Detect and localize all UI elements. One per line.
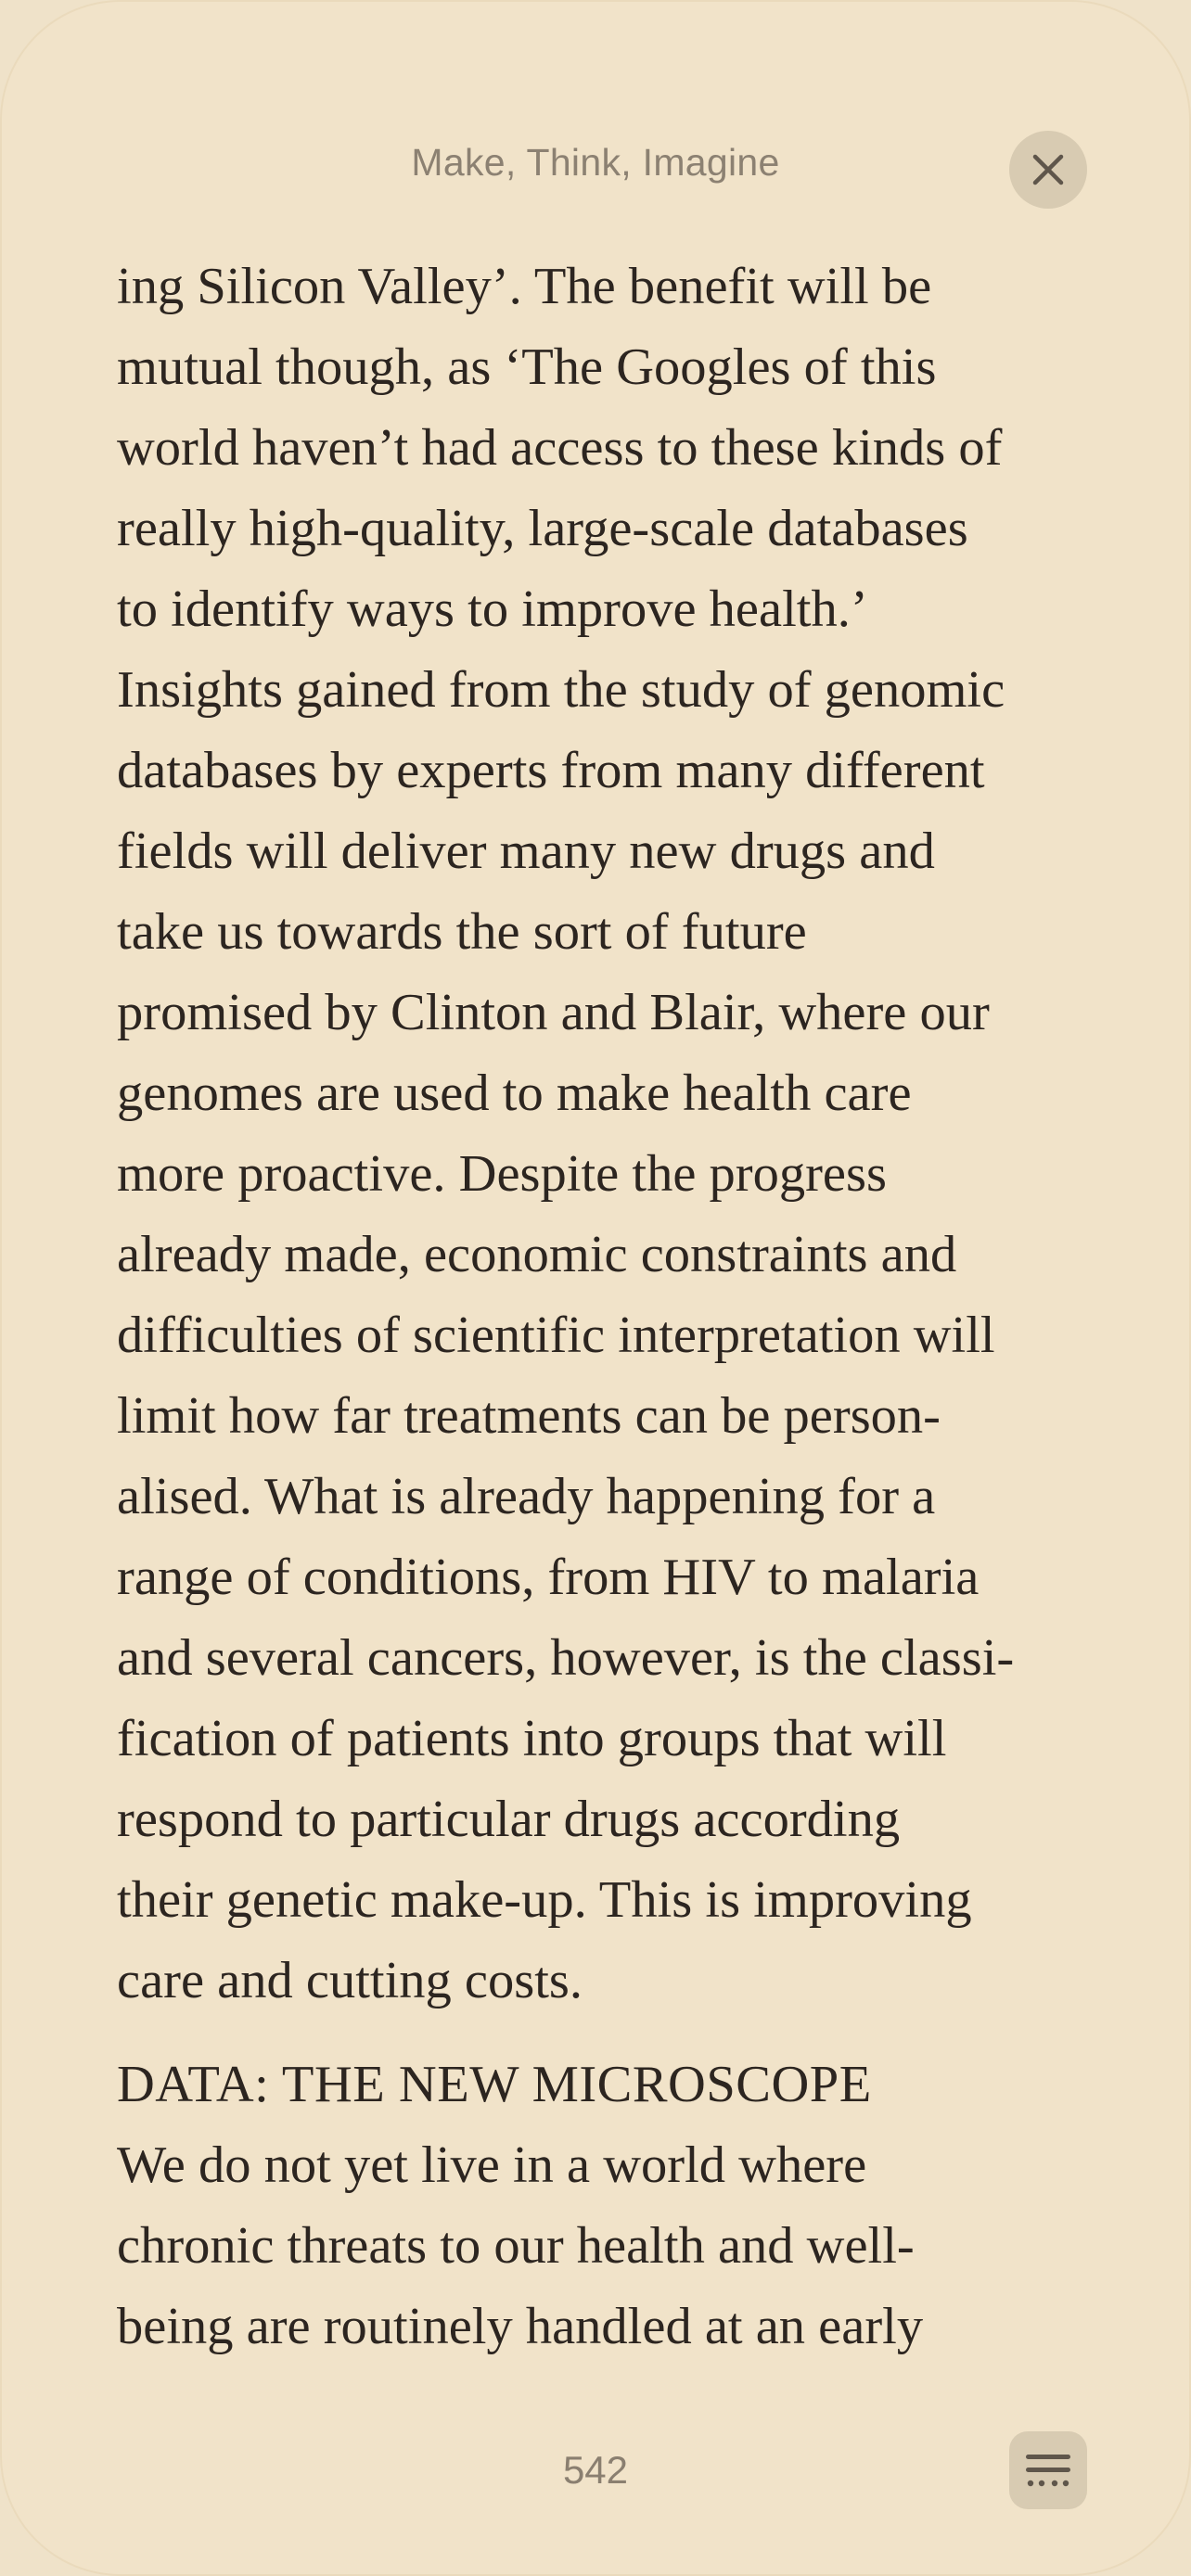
close-icon bbox=[1030, 151, 1067, 188]
text-line: promised by Clinton and Blair, where our bbox=[117, 984, 990, 1041]
text-line: respond to particular drugs according bbox=[117, 1791, 901, 1848]
text-line: fication of patients into groups that will bbox=[117, 1710, 947, 1767]
text-line: databases by experts from many different bbox=[117, 742, 985, 799]
book-title: Make, Think, Imagine bbox=[411, 141, 780, 184]
text-line: ing Silicon Valley’. The benefit will be bbox=[117, 258, 932, 315]
contents-menu-button[interactable] bbox=[1009, 2431, 1087, 2509]
text-line: being are routinely handled at an early bbox=[117, 2298, 924, 2355]
contents-menu-icon bbox=[1024, 2452, 1072, 2489]
text-line: and several cancers, however, is the classi- bbox=[117, 1629, 1015, 1687]
text-line: care and cutting costs. bbox=[117, 1952, 583, 2009]
text-line: mutual though, as ‘The Googles of this bbox=[117, 338, 937, 396]
text-line: more proactive. Despite the progress bbox=[117, 1145, 887, 1203]
book-text bbox=[117, 247, 1100, 2367]
close-button[interactable] bbox=[1009, 131, 1087, 209]
text-line: Insights gained from the study of genomic bbox=[117, 661, 1005, 719]
text-line: their genetic make-up. This is improving bbox=[117, 1871, 972, 1929]
text-line: already made, economic constraints and bbox=[117, 1226, 957, 1283]
text-line: take us towards the sort of future bbox=[117, 903, 807, 961]
text-line: world haven’t had access to these kinds of bbox=[117, 419, 1003, 477]
page-number: 542 bbox=[562, 2448, 629, 2492]
text-line: really high-quality, large-scale databases bbox=[117, 500, 968, 557]
section-heading: DATA: THE NEW MICROSCOPE bbox=[117, 2056, 872, 2113]
text-line: chronic threats to our health and well- bbox=[117, 2217, 915, 2275]
text-line: limit how far treatments can be person- bbox=[117, 1387, 941, 1445]
text-line: range of conditions, from HIV to malaria bbox=[117, 1549, 980, 1606]
text-line: We do not yet live in a world where bbox=[117, 2136, 867, 2194]
text-line: difficulties of scientific interpretation will bbox=[117, 1307, 995, 1364]
text-line: genomes are used to make health care bbox=[117, 1065, 912, 1122]
text-line: alised. What is already happening for a bbox=[117, 1468, 936, 1525]
text-line: fields will deliver many new drugs and bbox=[117, 823, 935, 880]
text-line: to identify ways to improve health.’ bbox=[117, 580, 868, 638]
